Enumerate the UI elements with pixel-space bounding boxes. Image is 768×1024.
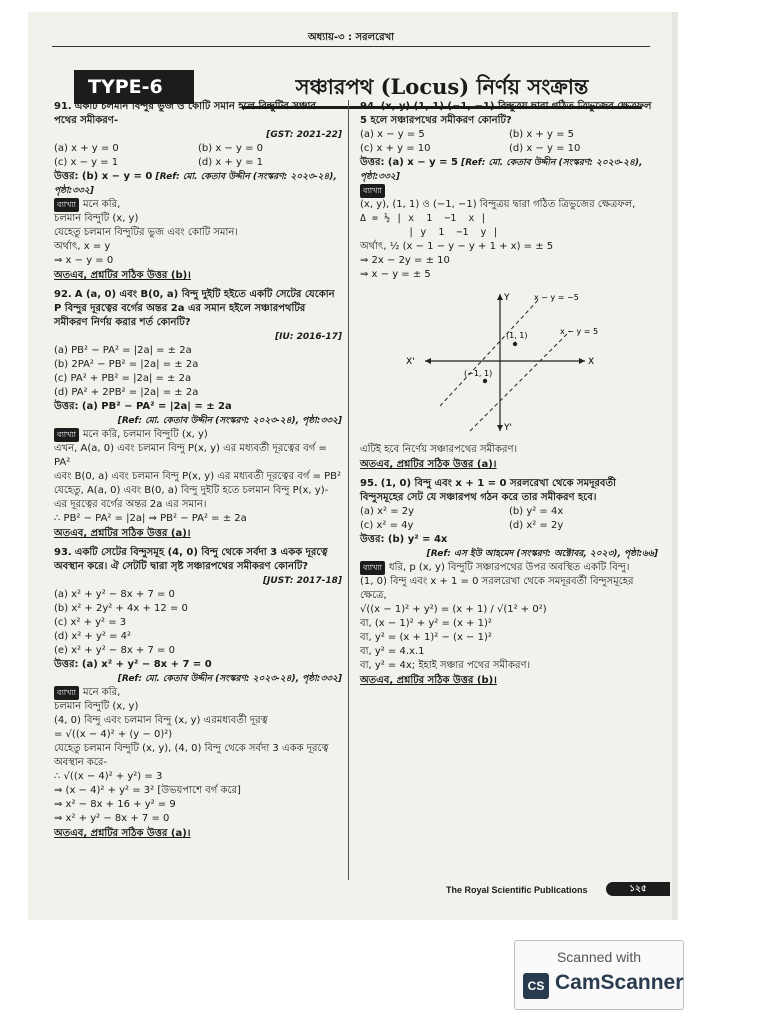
option-b: (b) x² + 2y² + 4x + 12 = 0 [54, 603, 188, 614]
solution-line: ⇒ x² + y² − 8x + 7 = 0 [54, 813, 170, 824]
locus-line-1 [440, 298, 540, 406]
solution-intro: (x, y), (1, 1) ও (−1, −1) বিন্দুত্রয় দ্বারা গঠিত ত্রিভুজের ক্ষেত্রফল, [360, 199, 636, 210]
solution-line: ⇒ (x − 4)² + y² = 3² [উভয়পাশে বর্গ করে] [54, 785, 241, 796]
solution-line: যেহেতু চলমান বিন্দুটির ভুজ এবং কোটি সমান। [54, 227, 238, 238]
option-c: (c) PA² + PB² = |2a| = ± 2a [54, 373, 192, 384]
solution-line: মনে করি, [83, 687, 121, 698]
option-d: (d) x² = 2y [509, 520, 564, 531]
solution-line: ⇒ x − y = ± 5 [360, 269, 431, 280]
solution-line: এটিই হবে নির্ণেয় সঞ্চারপথের সমীকরণ। [360, 444, 518, 455]
point-marker [513, 342, 517, 346]
option-b: (b) x − y = 0 [198, 143, 263, 154]
question-93 [54, 546, 342, 841]
question-number: 95. [360, 478, 378, 489]
answer: উত্তর: (a) x² + y² − 8x + 7 = 0 [54, 659, 212, 670]
option-a: (a) PB² − PA² = |2a| = ± 2a [54, 345, 192, 356]
question-text: A (a, 0) এবং B(0, a) বিন্দু দুইটি হইতে একটি সেটের যেকোন P বিন্দুর দূরত্বের বর্গের অন্তর 2a এর সমান হইলে সঞ্চারপথটির সমীকরণ নির্ণয় করার শর্ত কোনটি? [54, 289, 335, 328]
explanation-badge: ব্যাখ্যা [54, 428, 79, 442]
arrow-right-icon [579, 358, 585, 364]
page-number: ১২৫ [606, 882, 670, 896]
solution-line: বা, y² = 4.x.1 [360, 646, 425, 657]
option-a: (a) x − y = 5 [360, 129, 425, 140]
reference: [Ref: এস ইউ আহমেদ (সংস্করণ: অক্টোবর, ২০২৩), পৃষ্ঠা:৬৬] [426, 549, 658, 559]
question-number: 93. [54, 547, 72, 558]
solution-line: ধরি, p (x, y) বিন্দুটি সঞ্চারপথের উপর অবস্থিত একটি বিন্দু। [389, 562, 630, 573]
question-number: 92. [54, 289, 72, 300]
watermark-brand: CamScanner [555, 971, 684, 994]
solution-line: চলমান বিন্দুটি (x, y) [54, 213, 139, 224]
option-c: (c) x − y = 1 [54, 157, 119, 168]
solution-line: মনে করি, [83, 199, 121, 210]
solution-line: মনে করি, চলমান বিন্দুটি (x, y) [83, 429, 208, 440]
solution-line: ∴ PB² − PA² = |2a| ⇒ PB² − PA² = ± 2a [54, 513, 247, 524]
exam-source: [JUST: 2017-18] [262, 576, 342, 586]
explanation-badge: ব্যাখ্যা [360, 561, 385, 575]
exam-source: [IU: 2016-17] [275, 332, 342, 342]
exam-source: [GST: 2021-22] [266, 130, 342, 140]
answer: উত্তর: (a) x − y = 5 [360, 157, 458, 168]
answer: উত্তর: (b) y² = 4x [360, 534, 448, 545]
solution-line: অর্থাৎ, ½ (x − 1 − y − y + 1 + x) = ± 5 [360, 241, 554, 252]
question-text: একটি সেটের বিন্দুসমূহ (4, 0) বিন্দু থেকে সর্বদা 3 একক দূরত্বে অবস্থান করে। ঐ সেটটি দ্বারা সৃষ্ট সঞ্চারপথের সমীকরণ কোনটি? [54, 547, 328, 572]
solution-line: যেহেতু, A(a, 0) এবং B(0, a) বিন্দু দুইটি হতে চলমান বিন্দু P(x, y)- এর দূরত্বের বর্গের অন্তর 2a এর সমান। [54, 485, 329, 510]
option-d: (d) PA² + 2PB² = |2a| = ± 2a [54, 387, 199, 398]
question-text: একটি চলমান বিন্দুর ভুজ ও কোটি সমান হলে বিন্দুটির সঞ্চার পথের সমীকরণ- [54, 101, 316, 126]
point-label: (1, 1) [506, 331, 528, 340]
option-a: (a) x² + y² − 8x + 7 = 0 [54, 589, 175, 600]
option-d: (d) x² + y² = 4² [54, 631, 132, 642]
solution-line: = √((x − 4)² + (y − 0)²) [54, 729, 173, 740]
header-divider [52, 46, 650, 47]
solution-line: বা, y² = (x + 1)² − (x − 1)² [360, 632, 492, 643]
question-text: (1, 0) বিন্দু এবং x + 1 = 0 সরলরেখা থেকে সমদূরবর্তী বিন্দুসমূহের সেট যে সঞ্চারপথ গঠন করে তার সমীকরণ হবে। [360, 478, 616, 503]
question-number: 94. [360, 101, 378, 112]
publisher-name: The Royal Scientific Publications [446, 885, 588, 895]
conclusion: অতএব, প্রশ্নটির সঠিক উত্তর (b)। [360, 675, 497, 686]
option-d: (d) x + y = 1 [198, 157, 263, 168]
solution-line: √((x − 1)² + y²) = (x + 1) / √(1² + 0²) [360, 604, 547, 615]
solution-line: ⇒ 2x − 2y = ± 10 [360, 255, 450, 266]
option-a: (a) x + y = 0 [54, 143, 119, 154]
solution-line: এখন, A(a, 0) এবং চলমান বিন্দু P(x, y) এর মধ্যবর্তী দূরত্বের বর্গ = PA² [54, 443, 327, 468]
axis-label-x: X [588, 357, 595, 367]
page-header: অধ্যায়-৩ : সরলরেখা [307, 32, 395, 43]
explanation-badge: ব্যাখ্যা [360, 184, 385, 198]
solution-line: এবং B(0, a) এবং চলমান বিন্দু P(x, y) এর মধ্যবর্তী দূরত্বের বর্গ = PB² [54, 471, 342, 482]
question-text: (x, y) (1, 1) (−1, −1) বিন্দুত্রয় দ্বারা গঠিত ত্রিভুজের ক্ষেত্রফল 5 হলে সঞ্চারপথের সমীকরণ কোনটি? [360, 101, 652, 126]
option-b: (b) 2PA² − PB² = |2a| = ± 2a [54, 359, 199, 370]
camscanner-watermark [514, 940, 684, 1010]
solution-line: ⇒ x − y = 0 [54, 255, 114, 266]
axis-label-x-neg: X' [406, 357, 415, 367]
camscanner-logo-icon: CS [523, 973, 549, 999]
answer: উত্তর: (b) x − y = 0 [54, 171, 153, 182]
conclusion: অতএব, প্রশ্নটির সঠিক উত্তর (a)। [54, 828, 191, 839]
column-divider [348, 100, 349, 880]
locus-graph [400, 286, 600, 436]
point-label: (−1, 1) [464, 369, 493, 378]
option-c: (c) x² + y² = 3 [54, 617, 127, 628]
option-c: (c) x² = 4y [360, 520, 414, 531]
solution-line: বা, (x − 1)² + y² = (x + 1)² [360, 618, 492, 629]
determinant: Δ = ½ | x 1 −1 x | | y 1 −1 y | [360, 213, 499, 238]
option-b: (b) x + y = 5 [509, 129, 574, 140]
reference: [Ref: মো. কেতাব উদ্দীন (সংস্করণ: ২০২৩-২৪), পৃষ্ঠা:৩৩২] [360, 158, 643, 182]
solution-line: (1, 0) বিন্দু এবং x + 1 = 0 সরলরেখা থেকে সমদূরবর্তী বিন্দুসমূহের ক্ষেত্রে, [360, 576, 634, 601]
question-91 [54, 100, 342, 283]
reference: [Ref: মো. কেতাব উদ্দীন (সংস্করণ: ২০২৩-২৪), পৃষ্ঠা:৩৩২] [117, 416, 342, 426]
question-95 [360, 477, 658, 688]
point-marker [483, 379, 487, 383]
option-e: (e) x² + y² − 8x + 7 = 0 [54, 645, 175, 656]
section-title: সঞ্চারপথ (Locus) নির্ণয় সংক্রান্ত [242, 68, 642, 109]
solution-line: ⇒ x² − 8x + 16 + y² = 9 [54, 799, 176, 810]
axis-label-y: Y [504, 293, 510, 303]
solution-line: (4, 0) বিন্দু এবং চলমান বিন্দু (x, y) এরমধ্যবর্তী দূরত্ব [54, 715, 268, 726]
solution-line: ∴ √((x − 4)² + y²) = 3 [54, 771, 163, 782]
section-tag: TYPE-6 [74, 70, 194, 104]
solution-line: অর্থাৎ, x = y [54, 241, 111, 252]
axis-label-y-neg: Y' [504, 423, 512, 433]
answer: উত্তর: (a) PB² − PA² = |2a| = ± 2a [54, 401, 232, 412]
solution-line: চলমান বিন্দুটি (x, y) [54, 701, 139, 712]
question-94 [360, 100, 658, 472]
reference: [Ref: মো. কেতাব উদ্দীন (সংস্করণ: ২০২৩-২৪), পৃষ্ঠা:৩৩২] [117, 674, 342, 684]
question-number: 91. [54, 101, 72, 112]
line-label: x − y = 5 [560, 327, 599, 336]
watermark-caption: Scanned with [556, 949, 642, 965]
option-b: (b) y² = 4x [509, 506, 564, 517]
arrow-left-icon [425, 358, 431, 364]
left-column [54, 100, 342, 846]
page-shadow [672, 12, 678, 920]
option-a: (a) x² = 2y [360, 506, 415, 517]
option-d: (d) x − y = 10 [509, 143, 581, 154]
arrow-up-icon [497, 294, 503, 300]
explanation-badge: ব্যাখ্যা [54, 686, 79, 700]
explanation-badge: ব্যাখ্যা [54, 198, 79, 212]
arrow-down-icon [497, 425, 503, 431]
reference: [Ref: মো. কেতাব উদ্দীন (সংস্করণ: ২০২৩-২৪), পৃষ্ঠা:৩৩২] [54, 172, 337, 196]
question-92 [54, 288, 342, 541]
solution-line: যেহেতু চলমান বিন্দুটি (x, y), (4, 0) বিন্দু থেকে সর্বদা 3 একক দূরত্বে অবস্থান করে- [54, 743, 329, 768]
option-c: (c) x + y = 10 [360, 143, 431, 154]
line-label: x − y = −5 [534, 293, 579, 302]
right-column [360, 100, 658, 693]
solution-line: বা, y² = 4x; ইহাই সঞ্চার পথের সমীকরণ। [360, 660, 531, 671]
conclusion: অতএব, প্রশ্নটির সঠিক উত্তর (a)। [360, 459, 497, 470]
conclusion: অতএব, প্রশ্নটির সঠিক উত্তর (b)। [54, 270, 191, 281]
conclusion: অতএব, প্রশ্নটির সঠিক উত্তর (a)। [54, 528, 191, 539]
